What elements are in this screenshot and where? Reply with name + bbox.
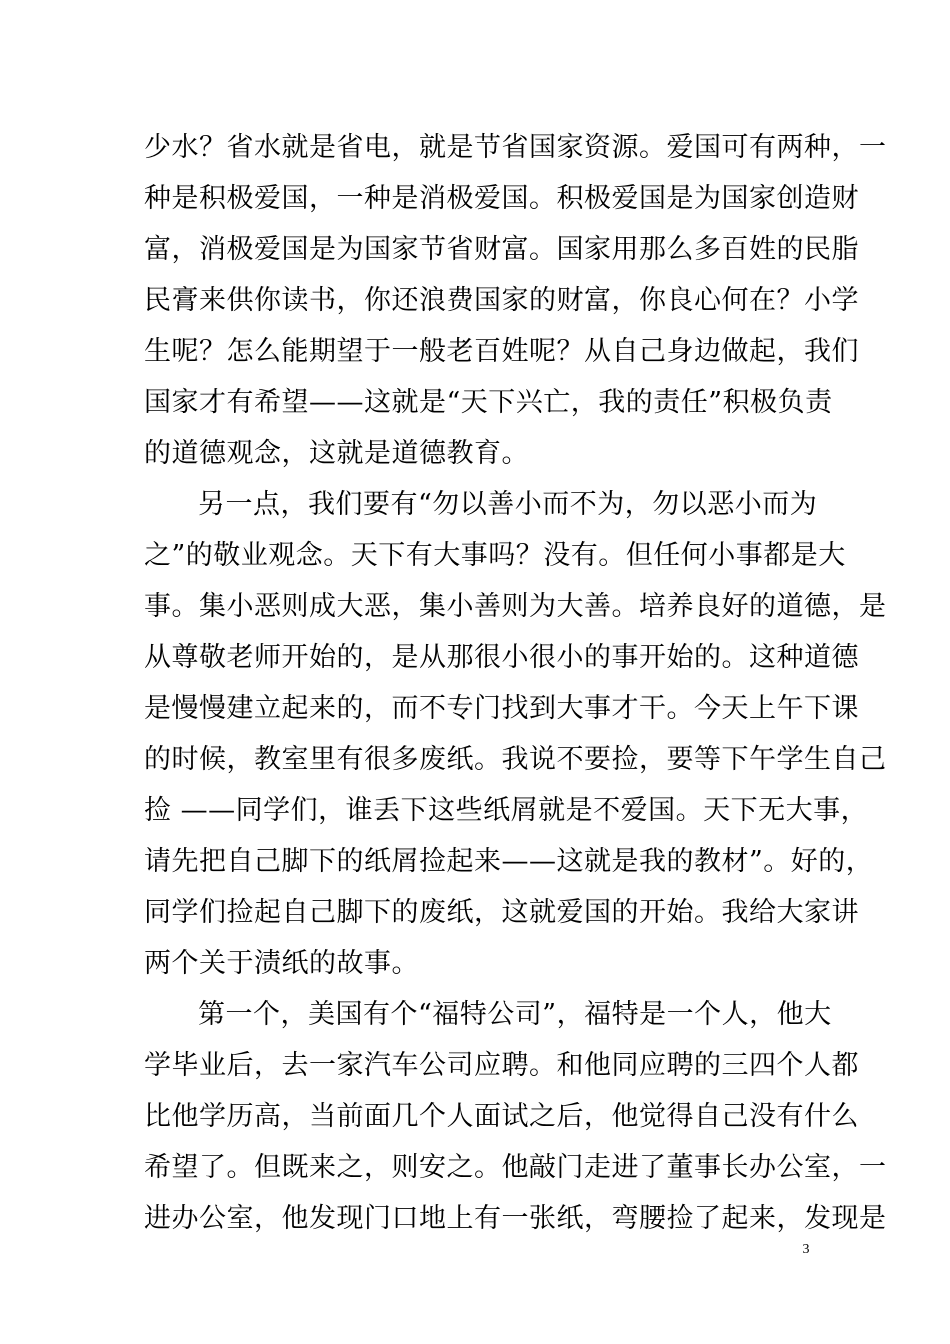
text-line: 种是积极爱国，一种是消极爱国。积极爱国是为国家创造财 — [144, 183, 859, 214]
text-line: 同学们捡起自己脚下的废纸，这就爱国的开始。我给大家讲 — [144, 897, 859, 928]
text-line: 事。集小恶则成大恶，集小善则为大善。培养良好的道德，是 — [144, 591, 887, 622]
text-line: 希望了。但既来之，则安之。他敲门走进了董事长办公室，一 — [144, 1152, 887, 1183]
paragraph-first-line: 第一个，美国有个“福特公司”，福特是一个人，他大 — [198, 999, 832, 1030]
text-line: 是慢慢建立起来的，而不专门找到大事才干。今天上午下课 — [144, 693, 859, 724]
text-line: 之”的敬业观念。天下有大事吗？没有。但任何小事都是大 — [144, 540, 846, 571]
text-line: 富，消极爱国是为国家节省财富。国家用那么多百姓的民脂 — [144, 234, 859, 265]
text-line: 从尊敬老师开始的，是从那很小很小的事开始的。这种道德 — [144, 642, 859, 673]
text-line: 少水？省水就是省电，就是节省国家资源。爱国可有两种，一 — [144, 132, 887, 163]
text-line: 两个关于渍纸的故事。 — [144, 948, 419, 979]
text-line: 的道德观念，这就是道德教育。 — [144, 438, 529, 469]
text-line: 国家才有希望——这就是“天下兴亡，我的责任”积极负责 — [144, 387, 833, 418]
text-line: 请先把自己脚下的纸屑捡起来——这就是我的教材”。好的， — [144, 846, 874, 877]
paragraph-first-line: 另一点，我们要有“勿以善小而不为，勿以恶小而为 — [198, 489, 818, 520]
text-line: 生呢？怎么能期望于一般老百姓呢？从自己身边做起，我们 — [144, 336, 859, 367]
text-line: 比他学历高，当前面几个人面试之后，他觉得自己没有什么 — [144, 1101, 859, 1132]
text-line: 学毕业后，去一家汽车公司应聘。和他同应聘的三四个人都 — [144, 1050, 859, 1081]
page-number: 3 — [802, 1242, 810, 1257]
text-line: 进办公室，他发现门口地上有一张纸，弯腰捡了起来，发现是 — [144, 1203, 887, 1234]
text-line: 民膏来供你读书，你还浪费国家的财富，你良心何在？小学 — [144, 285, 859, 316]
text-line: 的时候，教室里有很多废纸。我说不要捡，要等下午学生自己 — [144, 744, 887, 775]
text-line: 捡 ——同学们，谁丢下这些纸屑就是不爱国。天下无大事， — [144, 795, 869, 826]
